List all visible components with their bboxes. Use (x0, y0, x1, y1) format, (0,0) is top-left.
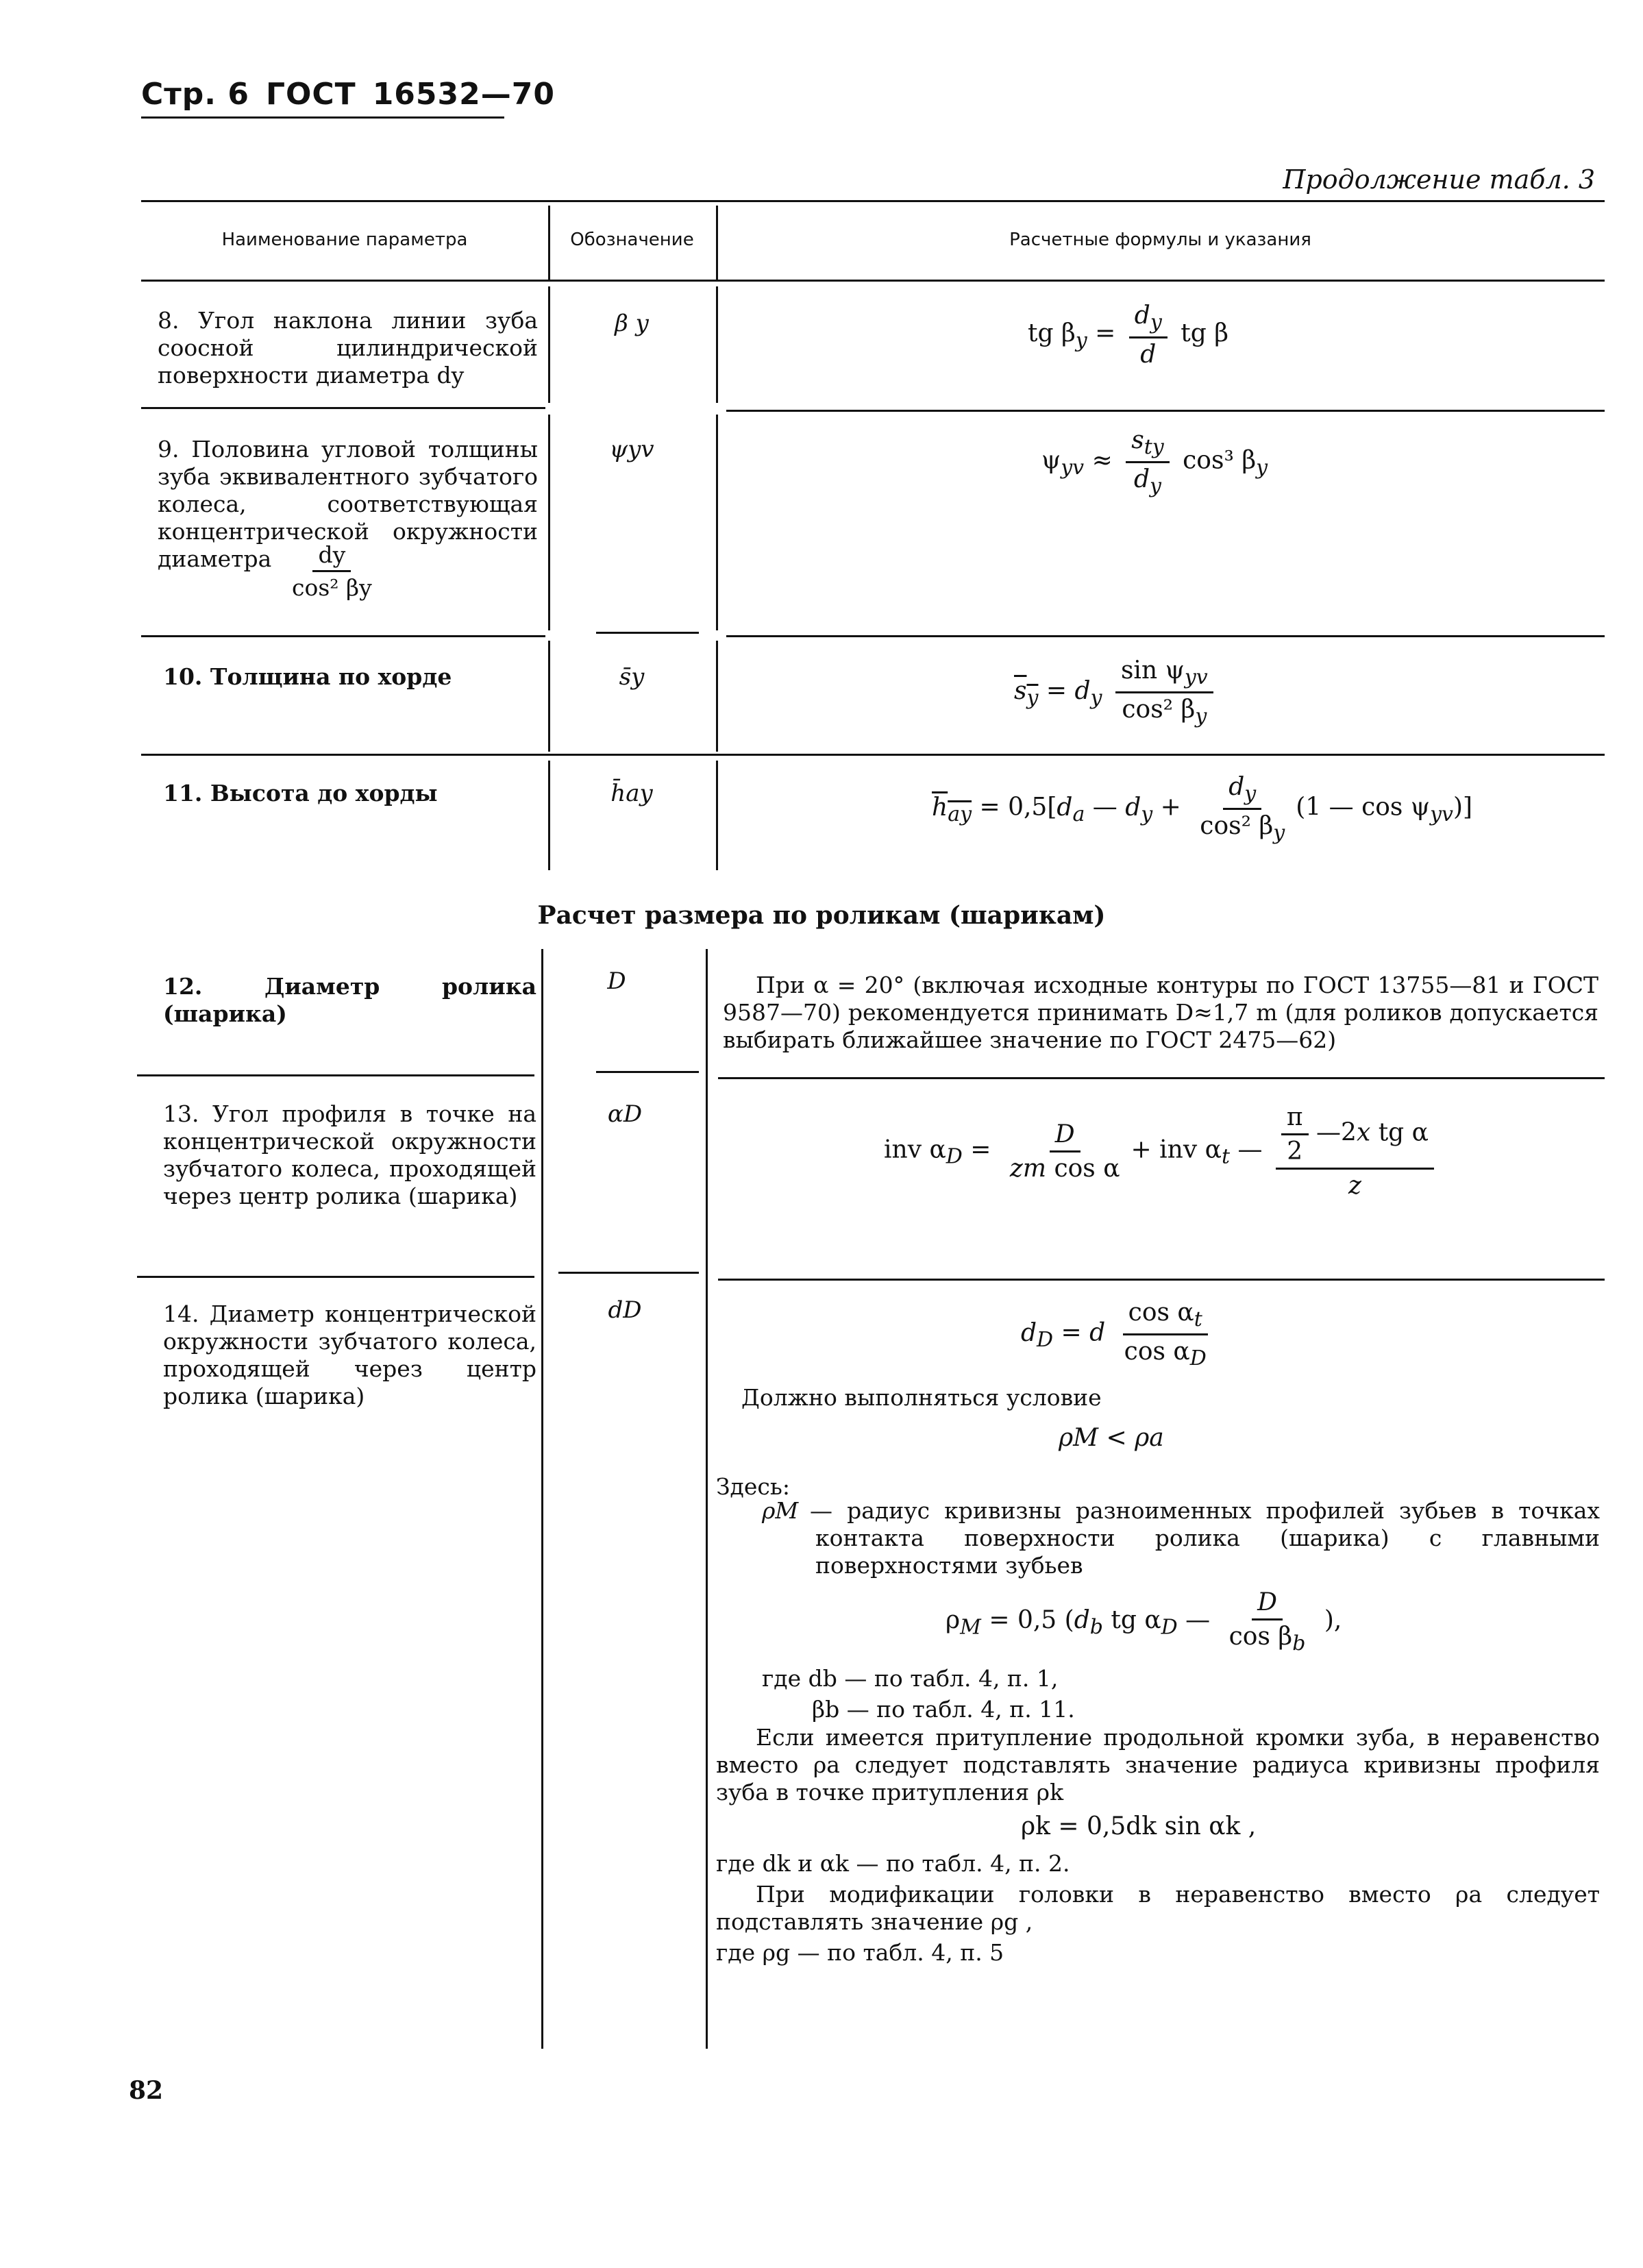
row14-symbol: dD (608, 1296, 642, 1324)
condition-intro: Должно выполняться условие (741, 1384, 1102, 1411)
page-number: 82 (129, 2076, 164, 2105)
table-top-rule (141, 200, 1605, 202)
where-db: где db — по табл. 4, п. 1, (762, 1665, 1059, 1692)
page-header (141, 77, 571, 112)
condition-formula: ρM < ρa (1059, 1424, 1164, 1452)
row-rule (596, 1071, 699, 1073)
rho-k-formula: ρk = 0,5dk sin αk , (1021, 1812, 1257, 1840)
row8-symbol: β y (615, 310, 649, 337)
row-rule (558, 1272, 699, 1274)
continuation-label: Продолжение табл. 3 (1283, 164, 1595, 195)
row10-formula: $s_y = d_y$ $\frac{\sin \psi_{yv}}{\cos^2 \beta_y}$ (1014, 656, 1219, 728)
row-rule (141, 407, 545, 409)
row9-frac-num: dy (312, 541, 351, 572)
row-rule (596, 632, 699, 634)
row13-symbol: αD (607, 1100, 643, 1128)
row9-name: 9. Половина угловой толщины зуба эквивалентного зубчатого колеса, соответствующая концентрической окружности диаметра (158, 436, 538, 572)
row13-name: 13. Угол профиля в точке на концентрической окружности зубчатого колеса, проходящей через центр ролика (шарика) (163, 1100, 536, 1209)
row11-formula: $h_{ay} = 0,5[d_a$ — $d_y$ + $\frac{d_y}{\cos^2 \beta_y}$ (1 — $\cos \psi_{yv}$)] (932, 773, 1473, 846)
col-divider (548, 641, 550, 752)
mod-text: При модификации головки в неравенство вместо ρa следует подставлять значение ρg , (716, 1881, 1600, 1935)
row12-symbol: D (607, 967, 626, 995)
col-divider (548, 761, 550, 870)
row11-symbol: h̄ay (610, 780, 653, 807)
row14-formula: $d_D = d$ $\frac{\cos \alpha_t}{\cos \alpha_D}$ (1021, 1298, 1207, 1371)
here-label: Здесь: (716, 1473, 790, 1500)
blunt-text: Если имеется притупление продольной кромки зуба, в неравенство вместо ρa следует подставлять значение радиуса кривизны профиля зуба в точке притупления ρk (716, 1724, 1600, 1805)
col-header-name: Наименование параметра (221, 230, 468, 250)
col-header-formula: Расчетные формулы и указания (1009, 230, 1311, 250)
col-header-symbol: Обозначение (570, 230, 694, 250)
row-rule (137, 1276, 534, 1278)
row9-symbol: ψyv (609, 436, 654, 463)
row11-name: 11. Высота до хорды (163, 780, 438, 806)
row-rule (141, 754, 1605, 756)
row-rule (141, 635, 545, 637)
row10-name: 10. Толщина по хорде (163, 663, 452, 690)
col-divider (548, 286, 550, 403)
col-divider (541, 949, 543, 2049)
rho-def-text: — радиус кривизны разноименных профилей зубьев в точках контакта поверхности ролика (шарика) с главными поверхностями зубьев (810, 1497, 1600, 1579)
col-divider (706, 949, 708, 2049)
row9-name-fraction (281, 541, 383, 601)
row-rule (718, 1077, 1605, 1079)
row14-name: 14. Диаметр концентрической окружности зубчатого колеса, проходящей через центр ролика (шарика) (163, 1301, 536, 1409)
rho-formula: $\rho_M = 0,5$ ($d_b$ tg $\alpha_D$ — $\frac{D}{\cos \beta_b}$ ), (946, 1588, 1342, 1656)
col-divider (716, 641, 718, 752)
col-divider (716, 286, 718, 403)
header-rule (141, 116, 504, 119)
row10-symbol: s̄y (619, 663, 645, 691)
rho-def-symbol: ρM (762, 1497, 799, 1524)
row9-frac-den: cos² βy (292, 574, 372, 601)
row12-text: При α = 20° (включая исходные контуры по ГОСТ 13755—81 и ГОСТ 9587—70) рекомендуется принимать D≈1,7 m (для роликов допускается выбирать ближайшее значение по ГОСТ 2475—62) (723, 972, 1598, 1053)
where-rhog: где ρg — по табл. 4, п. 5 (716, 1939, 1004, 1966)
gost-label: ГОСТ (265, 77, 356, 112)
where-betab: βb — по табл. 4, п. 11. (812, 1696, 1075, 1723)
page-label: Стр. 6 (141, 77, 249, 112)
gost-number: 16532—70 (372, 77, 555, 112)
table-header-rule (141, 280, 1605, 282)
row-rule (137, 1074, 534, 1076)
row-rule (726, 635, 1605, 637)
col-divider (716, 761, 718, 870)
row8-name: 8. Угол наклона линии зуба соосной цилиндрической поверхности диаметра dy (158, 307, 538, 389)
row13-formula: inv $\alpha_D$ = $\frac{D}{\text{zm cos α}}$ + inv $\alpha_t$ — $\frac{\pi}{2}$ —2x tg α z (884, 1103, 1440, 1200)
row-rule (726, 410, 1605, 412)
section-title: Расчет размера по роликам (шарикам) (537, 901, 1106, 930)
row-rule (718, 1279, 1605, 1281)
where-dk: где dk и αk — по табл. 4, п. 2. (716, 1850, 1070, 1877)
col-divider (548, 415, 550, 630)
col-divider (716, 415, 718, 630)
row12-name: 12. Диаметр ролика (шарика) (163, 973, 536, 1027)
row9-formula: $\psi_{yv}$ ≈ $\frac{s_{ty}}{d_y}$ cos³ $\beta_y$ (1041, 426, 1268, 499)
row8-formula: tg $\beta_y$ = $\frac{d_y}{d}$ tg β (1028, 301, 1229, 369)
